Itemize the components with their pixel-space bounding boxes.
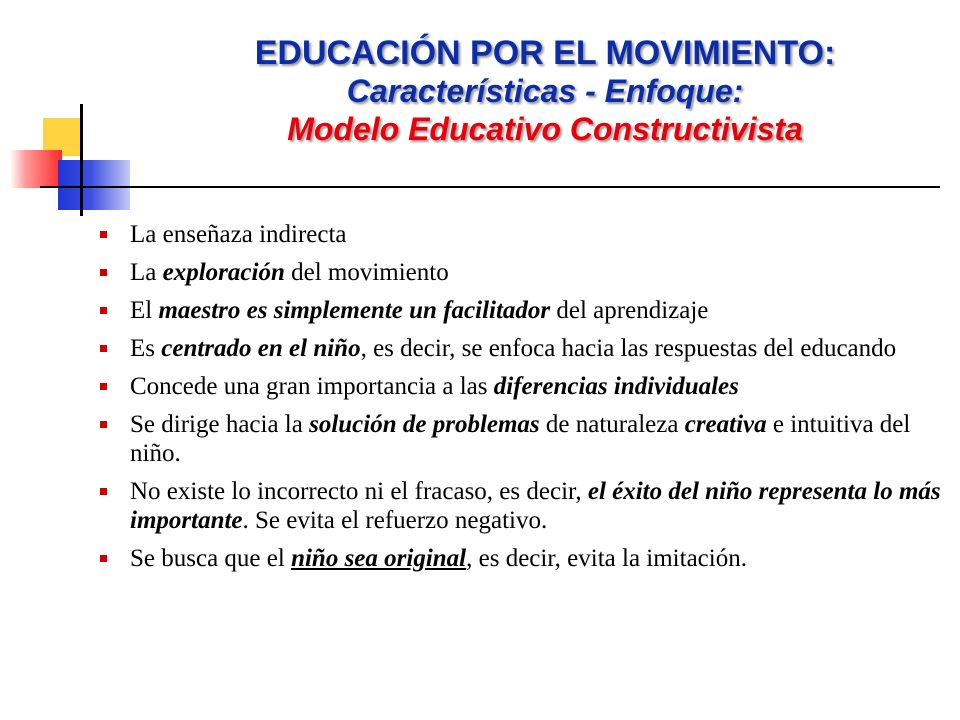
horizontal-rule [40,186,940,188]
bullet-text [130,478,941,534]
text-segment: Se busca que el [130,545,292,572]
bullet-item [100,334,950,363]
square-bullet-icon [100,488,107,495]
square-bullet-icon [100,383,107,390]
emphasized-text: el éxito del niño representa lo más importante [130,478,941,534]
text-segment: La [130,259,163,286]
text-segment: Es [130,335,162,362]
square-bullet-icon [100,307,107,314]
vertical-rule [80,104,83,216]
square-bullet-icon [100,231,107,238]
text-segment: El [130,297,159,324]
square-bullet-icon [100,345,107,352]
blue-square [58,160,130,210]
bullet-text [130,259,449,286]
bullet-text [130,411,910,467]
color-blocks-logo [0,0,140,230]
bullet-text [130,221,347,248]
bullet-text [130,373,739,400]
bullet-list [100,220,950,582]
slide-title [130,34,960,148]
emphasized-text: exploración [162,259,285,286]
text-segment: del aprendizaje [550,297,709,324]
square-bullet-icon [100,269,107,276]
emphasized-text: niño sea original [291,545,467,572]
emphasized-text: maestro es simplemente un facilitador [158,297,551,324]
square-bullet-icon [100,555,107,562]
red-square [10,150,62,188]
emphasized-text: creativa [684,411,767,438]
text-segment: , es decir, evita la imitación. [466,545,747,572]
bullet-text [130,545,747,572]
text-segment: Concede una gran importancia a las [130,373,494,400]
text-segment: No existe lo incorrecto ni el fracaso, es decir, [130,478,588,505]
title-line-2: Características - Enfoque: [346,73,744,109]
emphasized-text: solución de problemas [309,411,540,438]
text-segment: , es decir, se enfoca hacia las respuestas del educando [360,335,897,362]
emphasized-text: centrado en el niño [161,335,361,362]
bullet-item [100,477,950,535]
bullet-text [130,335,896,362]
bullet-item [100,410,950,468]
text-segment: La enseñaza indirecta [130,221,347,248]
bullet-item [100,258,950,287]
text-segment: de naturaleza [539,411,685,438]
square-bullet-icon [100,421,107,428]
text-segment: e intuitiva del niño. [130,411,911,467]
title-line-3: Modelo Educativo Constructivista [287,111,803,147]
bullet-item [100,296,950,325]
text-segment: Se dirige hacia la [130,411,310,438]
title-line-1: EDUCACIÓN POR EL MOVIMIENTO: [254,34,836,72]
bullet-item [100,544,950,573]
bullet-item [100,220,950,249]
bullet-text [130,297,708,324]
text-segment: . Se evita el refuerzo negativo. [242,507,548,534]
bullet-item [100,372,950,401]
text-segment: del movimiento [284,259,449,286]
emphasized-text: diferencias individuales [493,373,739,400]
